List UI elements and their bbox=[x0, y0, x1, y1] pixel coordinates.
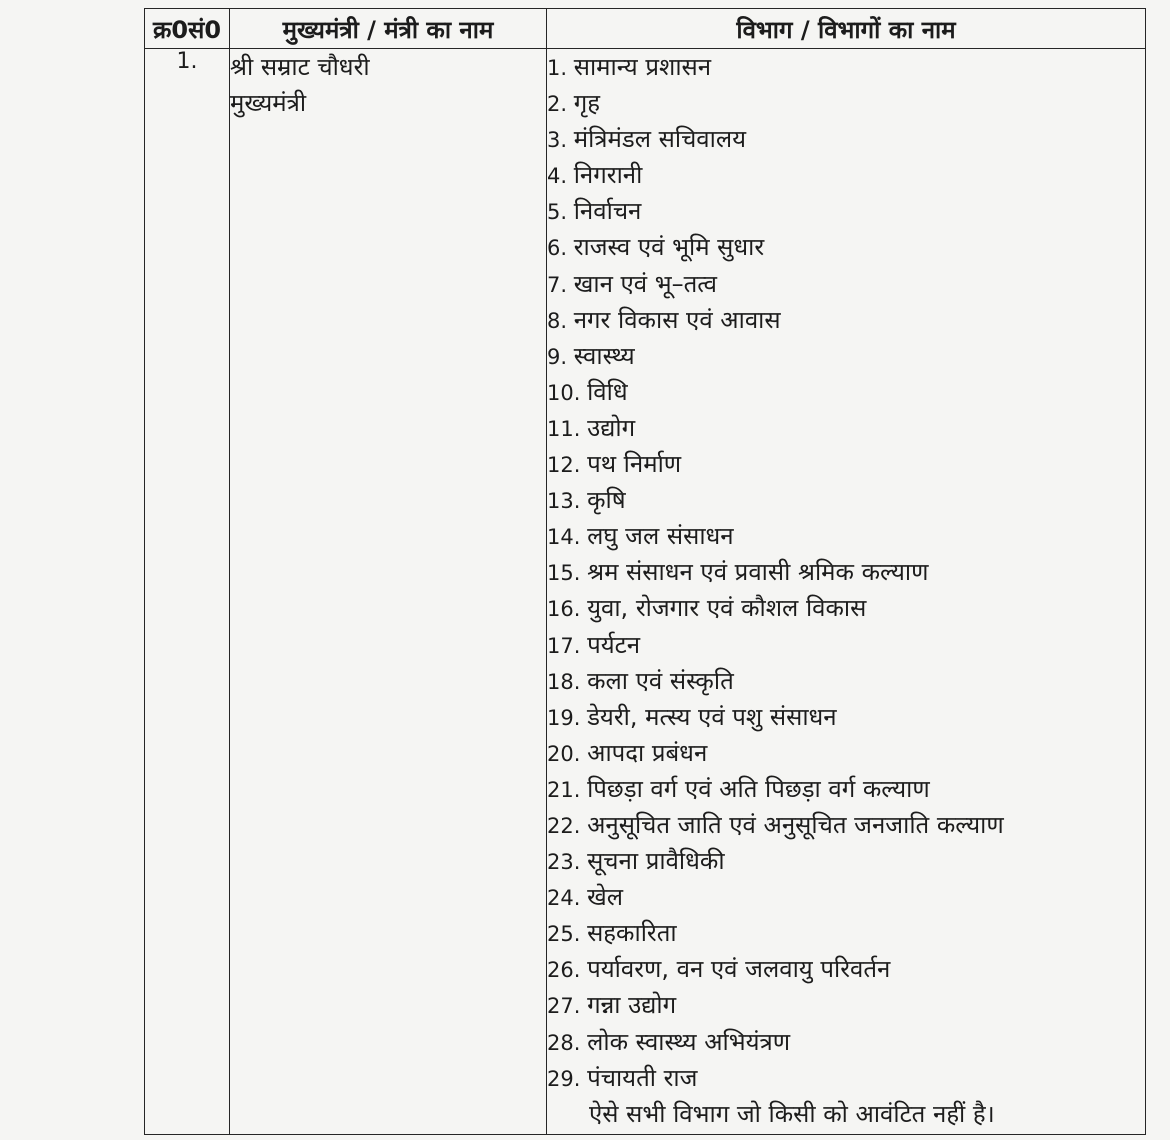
department-number: 2. bbox=[547, 92, 574, 117]
list-item bbox=[547, 302, 1145, 338]
department-number: 25. bbox=[547, 922, 588, 947]
header-department-names: विभाग / विभागों का नाम bbox=[547, 9, 1146, 49]
department-number: 10. bbox=[547, 380, 588, 405]
list-item bbox=[547, 410, 1145, 446]
department-name: स्वास्थ्य bbox=[573, 341, 635, 370]
department-allocation-table bbox=[144, 8, 1146, 1135]
department-number: 13. bbox=[547, 489, 588, 514]
department-number: 5. bbox=[547, 200, 574, 225]
list-item bbox=[547, 699, 1145, 735]
table-header-row bbox=[145, 9, 1146, 49]
department-number: 24. bbox=[547, 886, 588, 911]
list-item bbox=[547, 1024, 1145, 1060]
list-item bbox=[547, 49, 1145, 85]
list-item bbox=[547, 627, 1145, 663]
list-item bbox=[547, 951, 1145, 987]
department-name: सूचना प्रावैधिकी bbox=[587, 847, 725, 876]
department-name: लोक स्वास्थ्य अभियंत्रण bbox=[587, 1027, 791, 1056]
department-number: 20. bbox=[547, 741, 588, 766]
list-item bbox=[547, 735, 1145, 771]
department-name: गन्ना उद्योग bbox=[587, 991, 677, 1020]
department-name: पथ निर्माण bbox=[587, 450, 682, 479]
department-name: राजस्व एवं भूमि सुधार bbox=[573, 233, 765, 262]
department-number: 11. bbox=[547, 416, 588, 441]
list-item bbox=[547, 266, 1145, 302]
residual-departments-note: ऐसे सभी विभाग जो किसी को आवंटित नहीं है। bbox=[589, 1099, 995, 1128]
list-item bbox=[547, 590, 1145, 626]
department-name: श्रम संसाधन एवं प्रवासी श्रमिक कल्याण bbox=[587, 558, 929, 587]
department-name: आपदा प्रबंधन bbox=[587, 738, 708, 767]
department-number: 16. bbox=[547, 597, 588, 622]
list-item bbox=[547, 843, 1145, 879]
department-number: 21. bbox=[547, 777, 588, 802]
department-name: नगर विकास एवं आवास bbox=[573, 305, 781, 334]
department-number: 18. bbox=[547, 669, 588, 694]
department-name: उद्योग bbox=[587, 413, 636, 442]
department-name: लघु जल संसाधन bbox=[587, 522, 734, 551]
department-name: निर्वाचन bbox=[573, 197, 642, 226]
department-number: 15. bbox=[547, 561, 588, 586]
department-name: अनुसूचित जाति एवं अनुसूचित जनजाति कल्याण bbox=[587, 810, 1004, 839]
department-name: कृषि bbox=[587, 486, 626, 515]
department-name: सहकारिता bbox=[587, 919, 677, 948]
department-name: निगरानी bbox=[573, 161, 643, 190]
list-item bbox=[547, 807, 1145, 843]
list-item bbox=[547, 121, 1145, 157]
department-name: सामान्य प्रशासन bbox=[573, 53, 712, 81]
minister-designation: मुख्यमंत्री bbox=[230, 89, 307, 117]
list-item bbox=[547, 879, 1145, 915]
minister-cell bbox=[230, 49, 547, 1135]
table-row bbox=[145, 49, 1146, 1135]
department-number: 19. bbox=[547, 705, 588, 730]
department-number: 3. bbox=[547, 128, 574, 153]
department-number: 17. bbox=[547, 633, 588, 658]
department-number: 23. bbox=[547, 850, 588, 875]
department-number: 27. bbox=[547, 994, 588, 1019]
department-number: 9. bbox=[547, 344, 574, 369]
department-number: 29. bbox=[547, 1066, 588, 1091]
department-number: 6. bbox=[547, 236, 574, 261]
list-item bbox=[547, 915, 1145, 951]
list-item bbox=[547, 446, 1145, 482]
list-item bbox=[547, 229, 1145, 265]
department-name: मंत्रिमंडल सचिवालय bbox=[573, 125, 747, 154]
department-name: गृह bbox=[573, 89, 600, 118]
department-number: 28. bbox=[547, 1030, 588, 1055]
department-name: विधि bbox=[587, 377, 628, 406]
department-number: 22. bbox=[547, 813, 588, 838]
department-number: 12. bbox=[547, 453, 588, 478]
list-item bbox=[547, 518, 1145, 554]
department-name: खान एवं भू–तत्व bbox=[573, 269, 718, 298]
department-name: पिछड़ा वर्ग एवं अति पिछड़ा वर्ग कल्याण bbox=[587, 774, 930, 803]
department-number: 26. bbox=[547, 958, 588, 983]
department-number: 8. bbox=[547, 308, 574, 333]
list-item bbox=[547, 374, 1145, 410]
list-item bbox=[547, 338, 1145, 374]
minister-name: श्री सम्राट चौधरी bbox=[230, 53, 370, 81]
header-minister-name: मुख्यमंत्री / मंत्री का नाम bbox=[230, 9, 547, 49]
department-name: कला एवं संस्कृति bbox=[587, 666, 734, 695]
list-item bbox=[547, 771, 1145, 807]
department-name: खेल bbox=[587, 883, 623, 912]
department-name: पर्यावरण, वन एवं जलवायु परिवर्तन bbox=[587, 955, 891, 984]
list-item bbox=[547, 85, 1145, 121]
list-item bbox=[547, 663, 1145, 699]
department-name: युवा, रोजगार एवं कौशल विकास bbox=[587, 594, 867, 623]
list-item bbox=[547, 987, 1145, 1023]
department-number: 7. bbox=[547, 272, 574, 297]
serial-number-cell: 1. bbox=[145, 49, 230, 1135]
list-item bbox=[547, 482, 1145, 518]
header-serial-number: क्र0सं0 bbox=[145, 9, 230, 49]
list-item bbox=[547, 193, 1145, 229]
department-list bbox=[547, 49, 1145, 1096]
list-item bbox=[547, 1060, 1145, 1096]
department-number: 4. bbox=[547, 164, 574, 189]
department-name: पंचायती राज bbox=[587, 1063, 698, 1092]
departments-cell bbox=[547, 49, 1146, 1135]
department-name: डेयरी, मत्स्य एवं पशु संसाधन bbox=[587, 702, 837, 731]
list-item bbox=[547, 157, 1145, 193]
department-number: 14. bbox=[547, 525, 588, 550]
department-number: 1. bbox=[547, 56, 574, 80]
list-item bbox=[547, 554, 1145, 590]
department-name: पर्यटन bbox=[587, 630, 641, 659]
